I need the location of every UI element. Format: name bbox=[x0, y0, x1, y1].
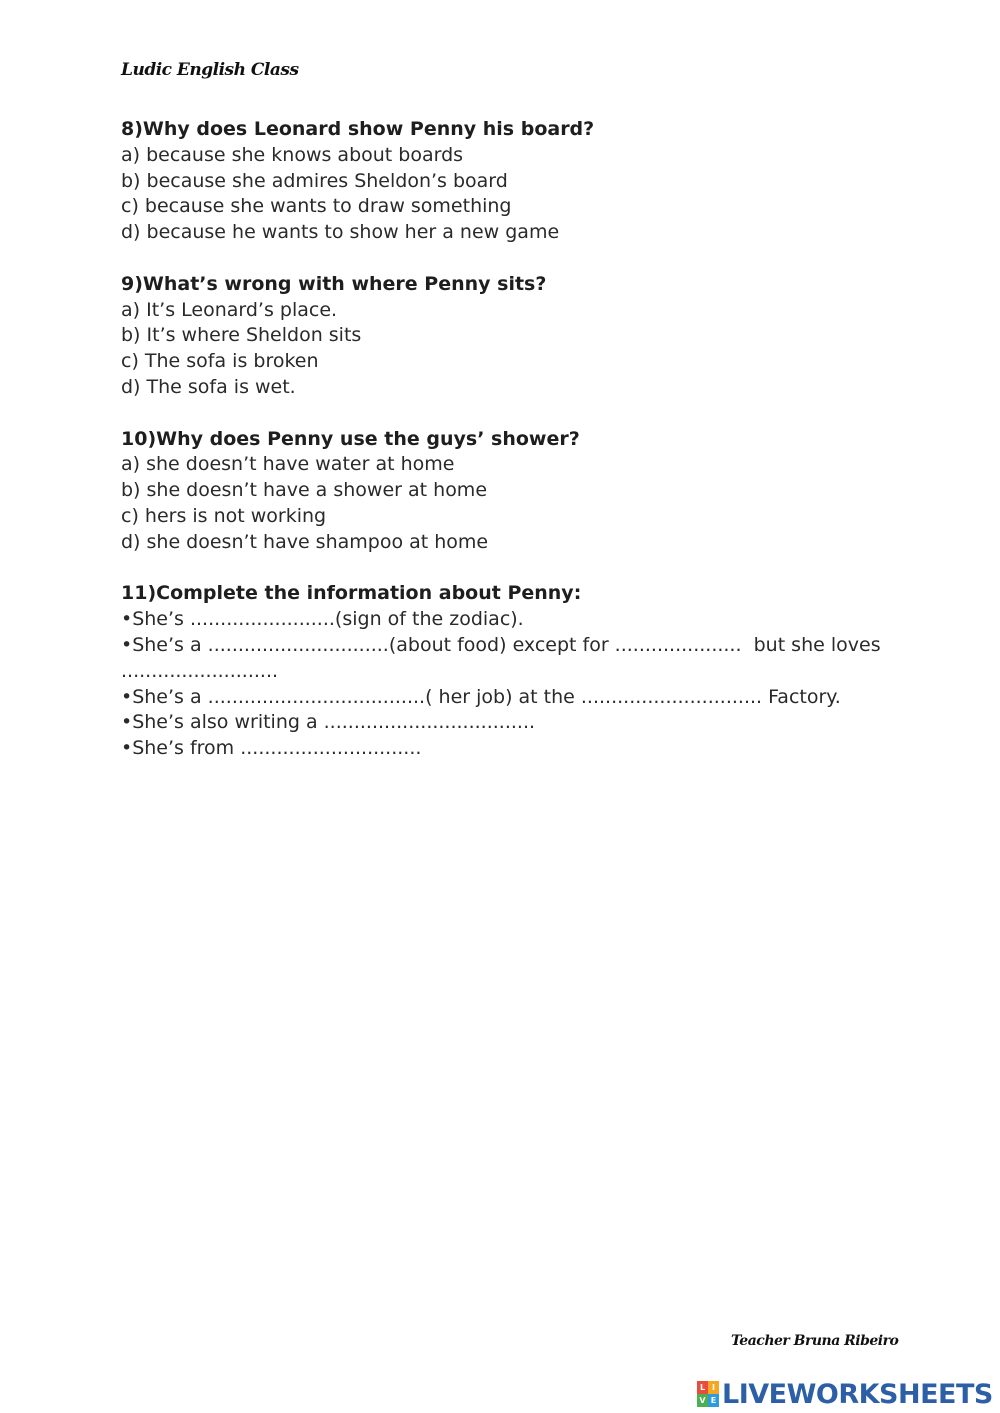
fill-in-line: •She’s a ....................................( her job) at the .............................. Factory. bbox=[121, 685, 841, 708]
fill-in-line: •She’s ........................(sign of the zodiac). bbox=[121, 608, 524, 631]
answer-option: c) The sofa is broken bbox=[121, 350, 319, 373]
question-title: 10)Why does Penny use the guys’ shower? bbox=[121, 427, 580, 450]
question-title: 11)Complete the information about Penny: bbox=[121, 582, 582, 605]
answer-option: b) because she admires Sheldon’s board bbox=[121, 169, 508, 192]
question-10 bbox=[121, 427, 881, 556]
answer-option: b) she doesn’t have a shower at home bbox=[121, 479, 488, 502]
logo-letter: V bbox=[697, 1394, 708, 1407]
liveworksheets-logo-icon bbox=[697, 1381, 719, 1407]
teacher-signature: Teacher Bruna Ribeiro bbox=[731, 1333, 899, 1349]
logo-letter: E bbox=[708, 1394, 719, 1407]
answer-option: a) It’s Leonard’s place. bbox=[121, 298, 338, 321]
liveworksheets-wordmark: LIVEWORKSHEETS bbox=[722, 1378, 993, 1410]
question-9 bbox=[121, 272, 881, 401]
question-11 bbox=[121, 581, 881, 762]
question-title: 8)Why does Leonard show Penny his board? bbox=[121, 118, 595, 140]
answer-option: c) hers is not working bbox=[121, 504, 327, 527]
answer-option: a) because she knows about boards bbox=[121, 143, 464, 166]
fill-in-line: •She’s also writing a ................................... bbox=[121, 711, 536, 734]
answer-option: c) because she wants to draw something bbox=[121, 195, 512, 218]
fill-in-line: •She’s from .............................. bbox=[121, 737, 422, 760]
answer-option: a) she doesn’t have water at home bbox=[121, 453, 455, 476]
answer-option: d) because he wants to show her a new game bbox=[121, 221, 560, 244]
question-title: 9)What’s wrong with where Penny sits? bbox=[121, 272, 547, 295]
fill-in-line: .......................... bbox=[121, 659, 279, 682]
answer-option: d) she doesn’t have shampoo at home bbox=[121, 530, 489, 553]
answer-option: b) It’s where Sheldon sits bbox=[121, 324, 362, 347]
answer-option: d) The sofa is wet. bbox=[121, 375, 296, 398]
logo-letter: I bbox=[708, 1381, 719, 1394]
question-8 bbox=[121, 117, 881, 246]
worksheet-header-title: Ludic English Class bbox=[121, 60, 299, 80]
fill-in-line: •She’s a ..............................(about food) except for ..................... but she loves bbox=[121, 633, 881, 656]
logo-letter: L bbox=[697, 1381, 708, 1394]
worksheet-content bbox=[121, 117, 881, 788]
liveworksheets-brand bbox=[697, 1377, 993, 1411]
